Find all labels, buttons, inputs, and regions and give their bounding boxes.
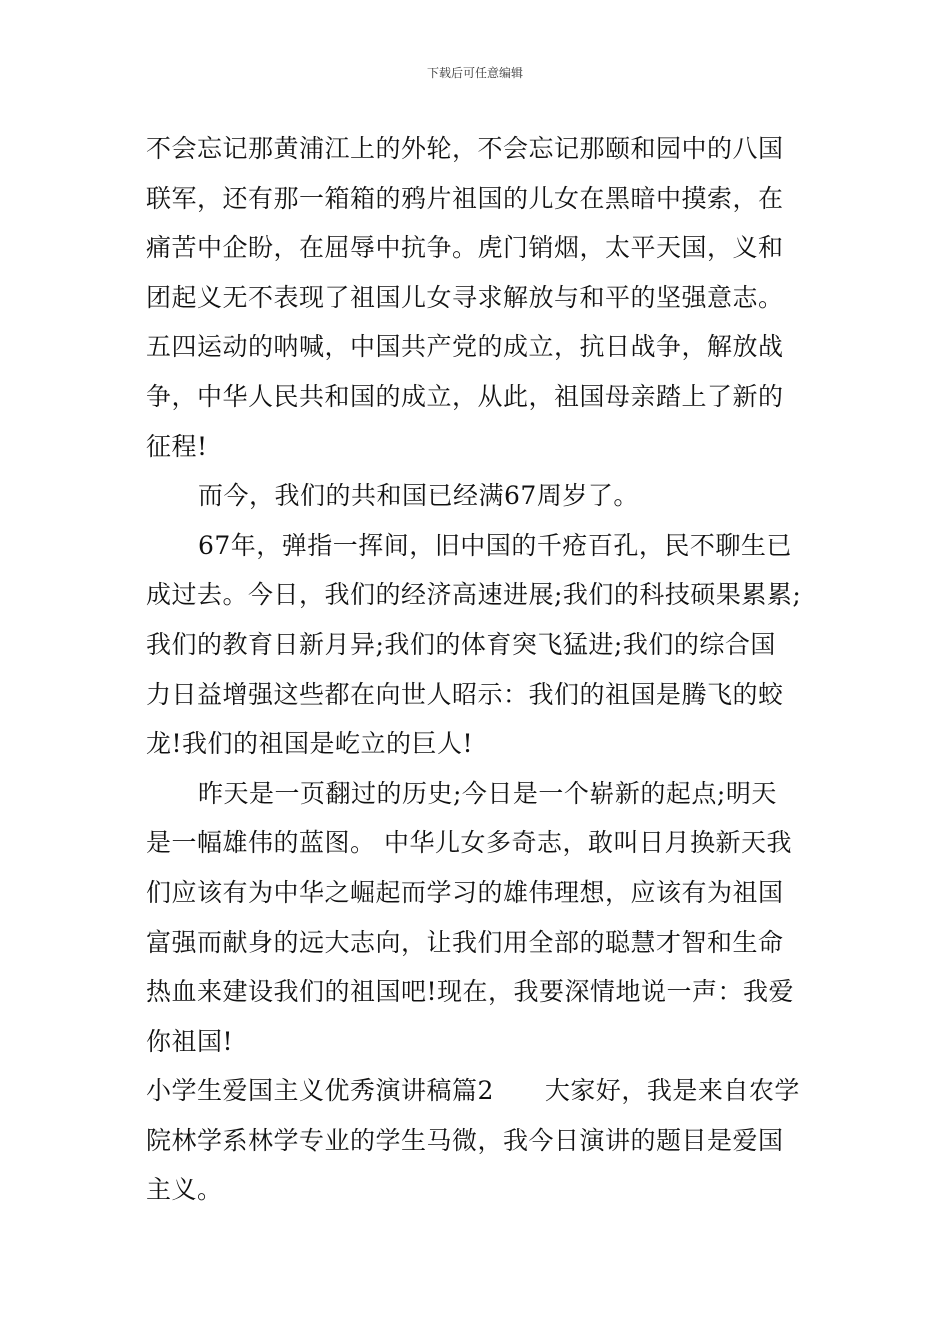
text-line: 富强而献身的远大志向，让我们用全部的聪慧才智和生命 — [146, 927, 784, 957]
text-line: 昨天是一页翻过的历史;今日是一个崭新的起点;明天 — [198, 778, 777, 808]
text-line: 力日益增强这些都在向世人昭示：我们的祖国是腾飞的蛟 — [146, 679, 784, 709]
text-line: 五四运动的呐喊，中国共产党的成立，抗日战争，解放战 — [146, 332, 784, 362]
text-line: 们应该有为中华之崛起而学习的雄伟理想，应该有为祖国 — [146, 877, 784, 907]
text-line: 征程! — [146, 431, 208, 461]
text-line: 争，中华人民共和国的成立，从此，祖国母亲踏上了新的 — [146, 381, 784, 411]
document-body — [146, 124, 826, 1215]
text-line: 成过去。今日，我们的经济高速进展;我们的科技硕果累累; — [146, 580, 802, 610]
text-line: 你祖国! — [146, 1026, 234, 1056]
text-line: 龙!我们的祖国是屹立的巨人! — [146, 729, 474, 759]
page-header: 下载后可任意编辑 — [426, 66, 523, 80]
text-line: 主义。 — [146, 1175, 223, 1205]
text-line: 而今，我们的共和国已经满67周岁了。 — [198, 481, 639, 511]
text-line: 团起义无不表现了祖国儿女寻求解放与和平的坚强意志。 — [146, 282, 784, 312]
text-line: 院林学系林学专业的学生马微，我今日演讲的题目是爱国 — [146, 1125, 784, 1155]
text-line: 小学生爱国主义优秀演讲稿篇2 大家好，我是来自农学 — [146, 1076, 800, 1106]
text-line: 联军，还有那一箱箱的鸦片祖国的儿女在黑暗中摸索，在 — [146, 183, 784, 213]
text-line: 热血来建设我们的祖国吧!现在，我要深情地说一声：我爱 — [146, 977, 795, 1007]
text-line: 痛苦中企盼，在屈辱中抗争。虎门销烟，太平天国，义和 — [146, 233, 784, 263]
text-line: 我们的教育日新月异;我们的体育突飞猛进;我们的综合国 — [146, 629, 776, 659]
text-line: 67年，弹指一挥间，旧中国的千疮百孔，民不聊生已 — [198, 530, 792, 560]
text-line: 不会忘记那黄浦江上的外轮，不会忘记那颐和园中的八国 — [146, 134, 784, 163]
text-line: 是一幅雄伟的蓝图。 中华儿女多奇志，敢叫日月换新天我 — [146, 828, 792, 858]
